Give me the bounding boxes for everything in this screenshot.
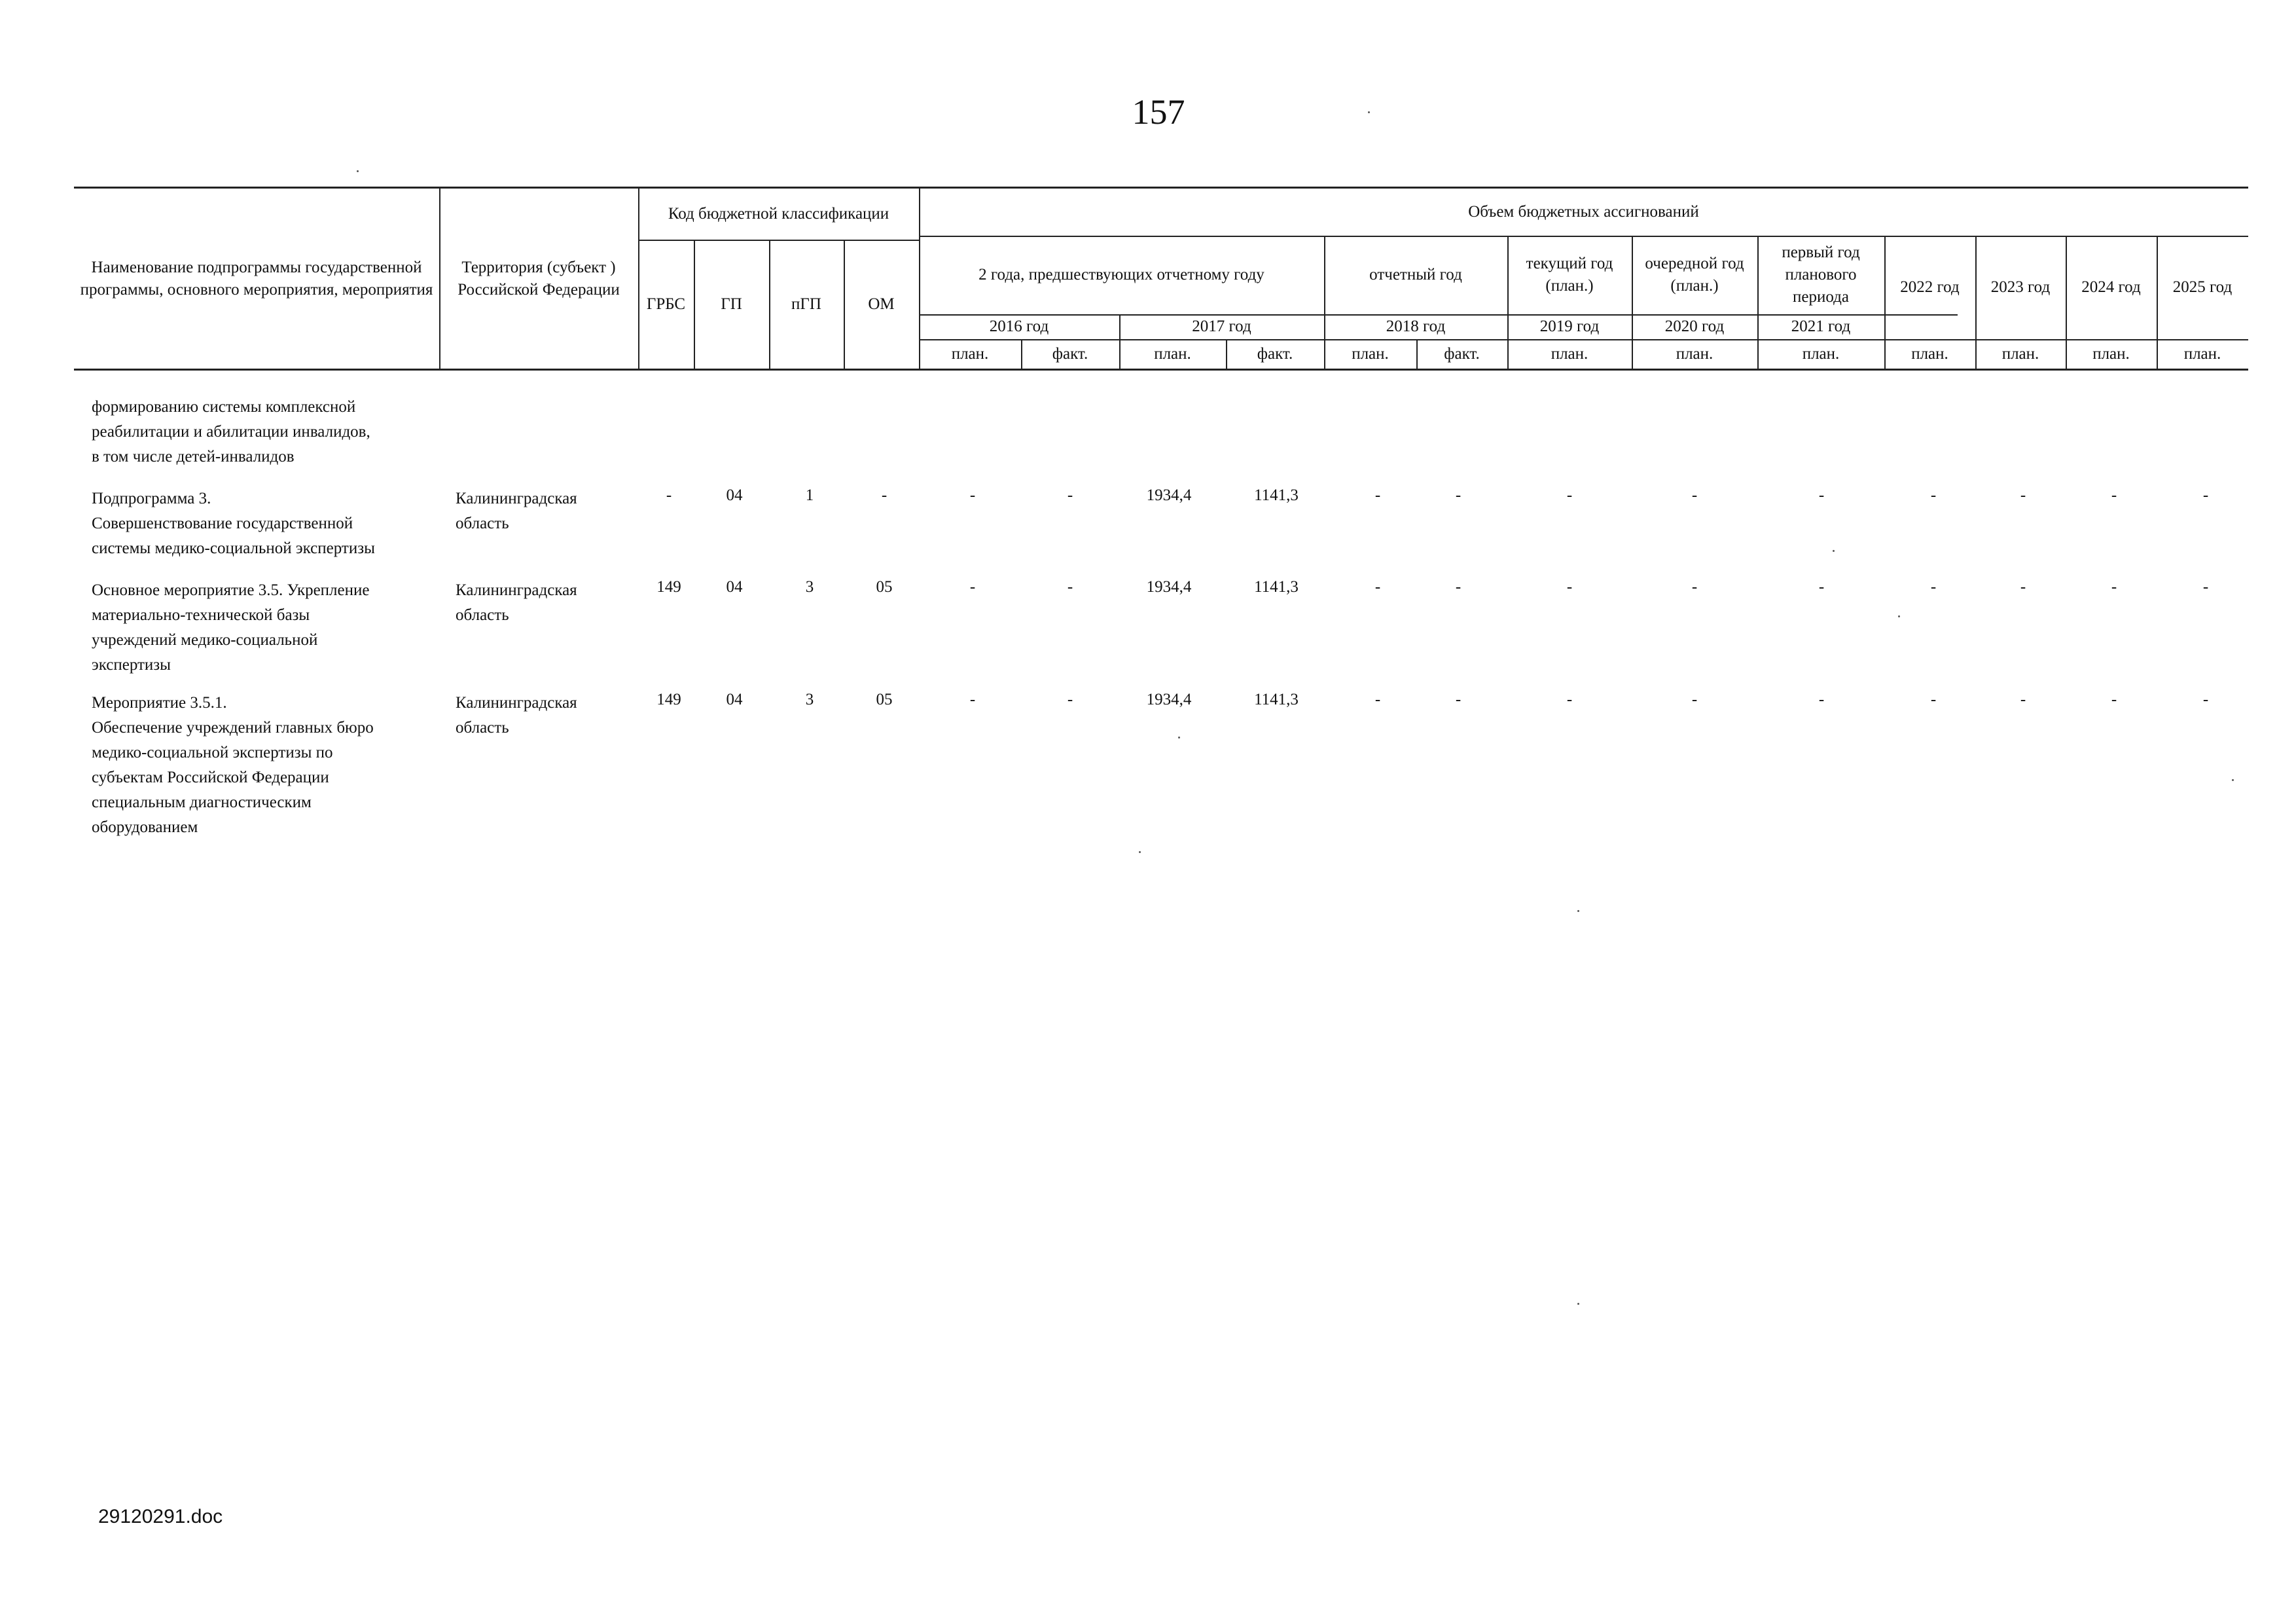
- row-name: Мероприятие 3.5.1. Обеспечение учреждений главных бюро медико-социальной экспертизы по субъектам Российской Федерации специальным диагностическим оборудованием: [92, 694, 374, 836]
- continuation-text: формированию системы комплексной реабилитации и абилитации инвалидов, в том числе детей-инвалидов: [92, 398, 370, 465]
- header-2024: 2024 год: [2081, 278, 2141, 297]
- row-value: -: [1566, 691, 1573, 708]
- header-2019: 2019 год: [1539, 318, 1600, 336]
- row-value: 1934,4: [1146, 486, 1192, 504]
- header-name-col: Наименование подпрограммы государственной программы, основного мероприятия, мероприятия: [80, 258, 433, 299]
- row-value: -: [1691, 486, 1698, 504]
- header-plan: план.: [1352, 344, 1389, 363]
- row-value: -: [2020, 486, 2026, 504]
- header-fact: факт.: [1257, 344, 1293, 363]
- row-value: -: [1374, 486, 1381, 504]
- row-value: -: [1374, 691, 1381, 708]
- row-name: Подпрограмма 3. Совершенствование государственной системы медико-социальной экспертизы: [92, 490, 375, 557]
- header-2023: 2023 год: [1990, 278, 2051, 297]
- row-value: -: [1566, 578, 1573, 596]
- row-code: 3: [805, 691, 814, 708]
- header-2020: 2020 год: [1664, 318, 1725, 336]
- row-code: 05: [876, 578, 893, 596]
- row-value: -: [2111, 578, 2117, 596]
- header-2021: 2021 год: [1791, 318, 1851, 336]
- row-territory: Калининградская область: [456, 581, 577, 624]
- row-code: 149: [656, 691, 681, 708]
- header-fact: факт.: [1444, 344, 1480, 363]
- row-value: -: [2202, 578, 2209, 596]
- row-value: 1934,4: [1146, 691, 1192, 708]
- header-current-year: текущий год (план.): [1526, 255, 1613, 295]
- row-code: -: [666, 486, 672, 504]
- row-value: -: [2202, 691, 2209, 708]
- header-code-group: Код бюджетной классификации: [668, 205, 889, 223]
- row-value: -: [1455, 691, 1462, 708]
- row-code: -: [881, 486, 888, 504]
- row-territory: Калининградская область: [456, 694, 577, 737]
- row-value: -: [2020, 578, 2026, 596]
- header-2016: 2016 год: [989, 318, 1049, 336]
- row-value: -: [1930, 578, 1937, 596]
- header-plan: план.: [1911, 344, 1948, 363]
- row-value: -: [2111, 486, 2117, 504]
- row-value: -: [1566, 486, 1573, 504]
- row-value: -: [2111, 691, 2117, 708]
- row-value: -: [1067, 486, 1073, 504]
- row-value: 1141,3: [1254, 691, 1299, 708]
- row-value: -: [1930, 691, 1937, 708]
- row-value: 1934,4: [1146, 578, 1192, 596]
- page-number: 157: [1132, 92, 1185, 132]
- row-code: 04: [726, 486, 743, 504]
- row-value: -: [2202, 486, 2209, 504]
- row-value: -: [969, 691, 976, 708]
- header-plan: план.: [1676, 344, 1713, 363]
- header-gp: ГП: [721, 295, 742, 313]
- row-value: -: [969, 486, 976, 504]
- header-first-plan-year: первый год планового периода: [1782, 244, 1860, 306]
- row-value: -: [2020, 691, 2026, 708]
- header-2025: 2025 год: [2172, 278, 2233, 297]
- row-value: -: [1455, 578, 1462, 596]
- header-fact: факт.: [1052, 344, 1088, 363]
- header-2018: 2018 год: [1386, 318, 1446, 336]
- row-value: -: [1930, 486, 1937, 504]
- row-value: -: [1691, 691, 1698, 708]
- header-pgp: пГП: [791, 295, 821, 313]
- row-value: -: [1067, 578, 1073, 596]
- row-value: -: [1818, 486, 1825, 504]
- row-value: -: [1067, 691, 1073, 708]
- row-name: Основное мероприятие 3.5. Укрепление материально-технической базы учреждений медико-социальной экспертизы: [92, 581, 370, 674]
- row-code: 149: [656, 578, 681, 596]
- row-value: -: [1455, 486, 1462, 504]
- header-plan: план.: [1551, 344, 1588, 363]
- header-grbs: ГРБС: [646, 295, 686, 313]
- row-code: 3: [805, 578, 814, 596]
- header-next-year: очередной год (план.): [1645, 255, 1744, 295]
- table-header: [74, 187, 2248, 371]
- header-plan: план.: [2183, 344, 2221, 363]
- row-value: -: [1691, 578, 1698, 596]
- header-plan: план.: [1154, 344, 1191, 363]
- header-territory-col: Территория (субъект ) Российской Федерации: [457, 258, 620, 299]
- footer-filename: 29120291.doc: [98, 1506, 223, 1527]
- header-volume-group: Объем бюджетных ассигнований: [1468, 203, 1699, 221]
- row-value: 1141,3: [1254, 578, 1299, 596]
- row-code: 05: [876, 691, 893, 708]
- header-2022: 2022 год: [1900, 278, 1960, 297]
- row-value: -: [1818, 691, 1825, 708]
- header-prev-years: 2 года, предшествующих отчетному году: [978, 266, 1265, 284]
- header-report-year: отчетный год: [1369, 266, 1462, 284]
- row-code: 1: [805, 486, 814, 504]
- header-plan: план.: [2092, 344, 2130, 363]
- row-code: 04: [726, 578, 743, 596]
- row-value: -: [969, 578, 976, 596]
- row-code: 04: [726, 691, 743, 708]
- row-territory: Калининградская область: [456, 490, 577, 532]
- row-value: -: [1818, 578, 1825, 596]
- header-om: ОМ: [868, 295, 895, 313]
- header-plan: план.: [951, 344, 989, 363]
- row-value: 1141,3: [1254, 486, 1299, 504]
- header-plan: план.: [1802, 344, 1840, 363]
- header-plan: план.: [2001, 344, 2039, 363]
- row-value: -: [1374, 578, 1381, 596]
- header-2017: 2017 год: [1192, 318, 1251, 336]
